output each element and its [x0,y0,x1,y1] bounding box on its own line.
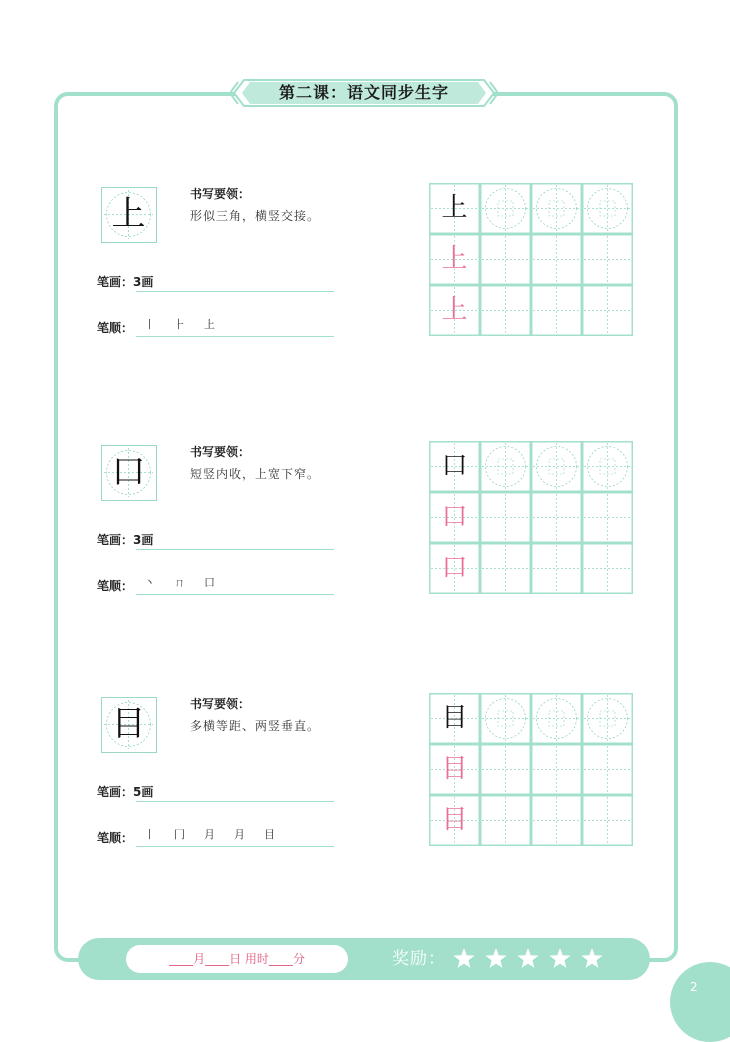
star-icon[interactable] [582,948,603,968]
stroke-count-value: 5画 [133,785,154,799]
stroke-step: ⺊ [174,318,185,331]
page-number: 2 [690,980,698,994]
character-section [0,693,730,863]
stroke-step: 冂 [174,828,185,841]
character-glyph: 上 [111,194,146,234]
stroke-order-list [144,826,294,842]
stroke-order-label: 笔顺： [97,321,134,335]
model-character: 目 [441,703,468,733]
stroke-order-label: 笔顺： [97,579,134,593]
stroke-count-label: 笔画： [97,785,134,799]
stroke-order-line [136,594,334,595]
stroke-count-label: 笔画： [97,533,134,547]
stroke-count-line [136,801,334,802]
model-character: 口 [441,451,468,481]
stroke-count-line [136,549,334,550]
tip-text: 形似三角，横竖交接。 [190,209,321,223]
stroke-step: 丨 [144,318,155,331]
page-title: 第二课：语文同步生字 [278,83,449,102]
trace-character: 上 [441,295,468,325]
character-box [101,445,157,501]
stroke-order-line [136,846,334,847]
date-time-field[interactable]: ____月____日 用时____分 [126,945,348,973]
page-number-badge [670,962,730,1042]
stroke-step: 月 [204,828,215,841]
stroke-count-line [136,291,334,292]
stroke-count-row [97,273,153,290]
character-box [101,187,157,243]
practice-grid[interactable] [429,441,633,594]
tip-text: 短竖内收，上宽下窄。 [190,467,321,481]
stroke-step: 丨 [144,828,155,841]
stroke-step: ㄇ [174,576,185,589]
trace-character: 口 [441,553,468,583]
stroke-step: 口 [204,576,215,589]
tip-text: 多横等距、两竖垂直。 [190,719,321,733]
reward-label: 奖励： [392,949,446,969]
stroke-count-row [97,783,153,800]
tip-title: 书写要领： [190,445,251,459]
star-icon[interactable] [550,948,571,968]
stroke-step: 丶 [144,576,155,589]
stroke-order-list [144,316,234,332]
trace-character: 目 [441,805,468,835]
trace-character: 上 [441,244,468,274]
tip-title: 书写要领： [190,187,251,201]
character-box [101,697,157,753]
stroke-count-value: 3画 [133,533,154,547]
star-icon[interactable] [518,948,539,968]
stroke-count-value: 3画 [133,275,154,289]
stroke-order-line [136,336,334,337]
star-icon[interactable] [486,948,507,968]
stroke-step: 月 [234,828,245,841]
trace-character: 口 [441,502,468,532]
star-icon[interactable] [454,948,475,968]
character-glyph: 口 [111,452,146,492]
stroke-count-row [97,531,153,548]
character-section [0,441,730,611]
stroke-step: 上 [204,318,215,331]
practice-grid[interactable] [429,183,633,336]
stroke-count-label: 笔画： [97,275,134,289]
stroke-step: 目 [264,828,275,841]
footer-bar [78,938,650,980]
stroke-order-list [144,574,234,590]
practice-grid[interactable] [429,693,633,846]
character-section [0,183,730,353]
title-banner [230,78,498,108]
character-glyph: 目 [111,704,146,744]
stroke-order-label: 笔顺： [97,831,134,845]
reward-stars[interactable] [452,947,612,971]
tip-title: 书写要领： [190,697,251,711]
trace-character: 目 [441,754,468,784]
model-character: 上 [441,193,468,223]
